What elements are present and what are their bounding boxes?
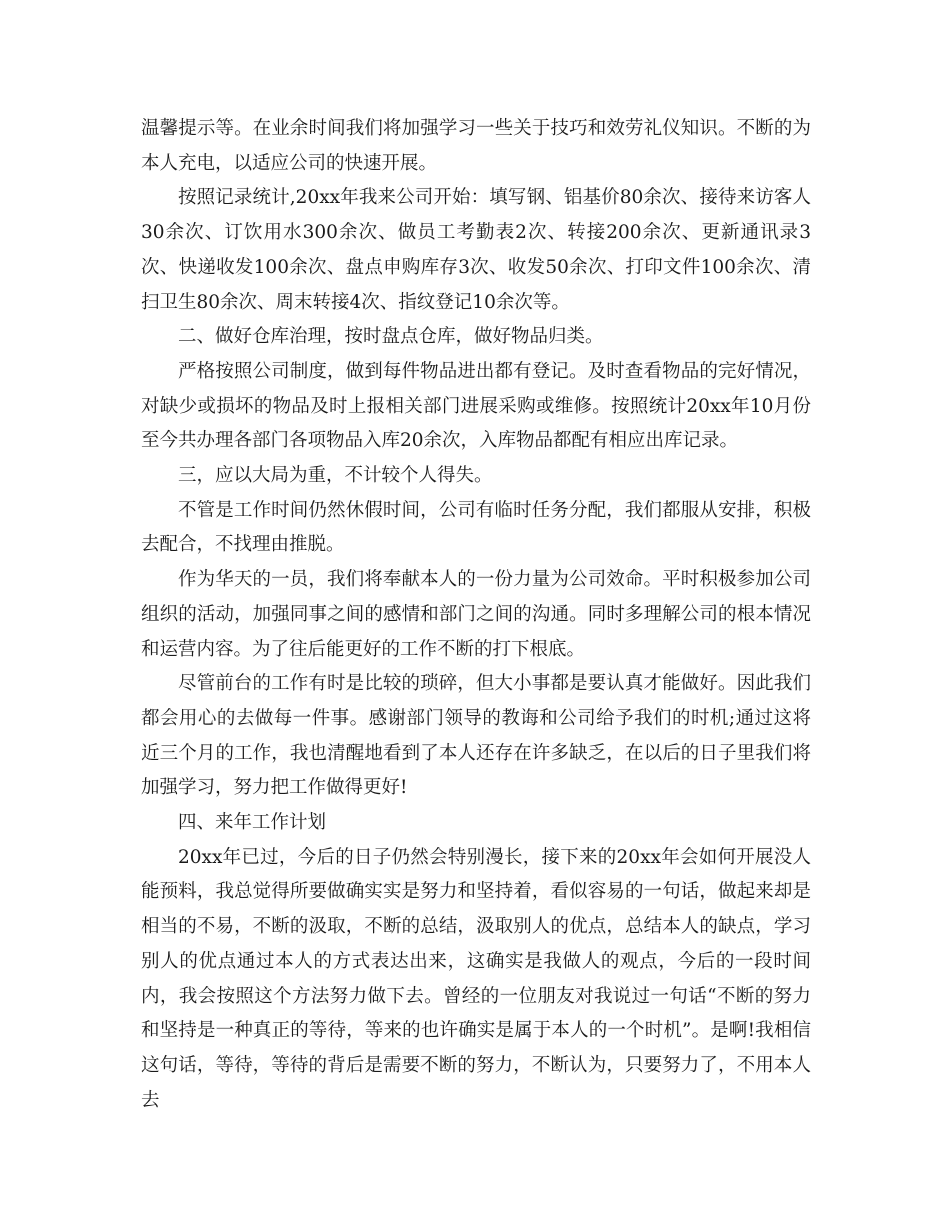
paragraph-7: 20xx年已过，今后的日子仍然会特别漫长，接下来的20xx年会如何开展没人能预料，我总觉得所要做确实实是努力和坚持着，看似容易的一句话，做起来却是相当的不易，不断的汲取，不断的总结，汲取别人的优点，总结本人的缺点，学习别人的优点通过本人的方式表达出来，这确实是我做人的观点，今后的一段时间内，我会按照这个方法努力做下去。曾经的一位朋友对我说过一句话“不断的努力和坚持是一种真正的等待，等来的也许确实是属于本人的一个时机”。是啊!我相信这句话，等待，等待的背后是需要不断的努力，不断认为，只要努力了，不用本人去 <box>141 846 811 1111</box>
document-body <box>141 112 811 1118</box>
section-heading-3: 三，应以大局为重，不计较个人得失。 <box>178 465 493 487</box>
section-heading-2: 二、做好仓库治理，按时盘点仓库，做好物品归类。 <box>178 326 604 348</box>
paragraph-5: 作为华天的一员，我们将奉献本人的一份力量为公司效命。平时积极参加公司组织的活动，加强同事之间的感情和部门之间的沟通。同时多理解公司的根本情况和运营内容。为了往后能更好的工作不断的打下根底。 <box>141 569 811 660</box>
paragraph-6: 尽管前台的工作有时是比较的琐碎，但大小事都是要认真才能做好。因此我们都会用心的去做每一件事。感谢部门领导的教诲和公司给予我们的时机;通过这将近三个月的工作，我也清醒地看到了本人还存在许多缺乏，在以后的日子里我们将加强学习，努力把工作做得更好! <box>141 673 811 799</box>
paragraph-4: 不管是工作时间仍然休假时间，公司有临时任务分配，我们都服从安排，积极去配合，不找理由推脱。 <box>141 499 811 556</box>
paragraph-3: 严格按照公司制度，做到每件物品进出都有登记。及时查看物品的完好情况，对缺少或损坏的物品及时上报相关部门进展采购或维修。按照统计20xx年10月份至今共办理各部门各项物品入库20余次，入库物品都配有相应出库记录。 <box>141 360 811 452</box>
paragraph-1: 温馨提示等。在业余时间我们将加强学习一些关于技巧和效劳礼仪知识。不断的为本人充电，以适应公司的快速开展。 <box>141 118 811 174</box>
section-heading-4: 四、来年工作计划 <box>178 812 327 834</box>
paragraph-2: 按照记录统计,20xx年我来公司开始：填写钢、铝基价80余次、接待来访客人30余次、订饮用水300余次、做员工考勤表2次、转接200余次、更新通讯录3次、快递收发100余次、盘点申购库存3次、收发50余次、打印文件100余次、清扫卫生80余次、周末转接4次、指纹登记10余次等。 <box>141 187 811 313</box>
